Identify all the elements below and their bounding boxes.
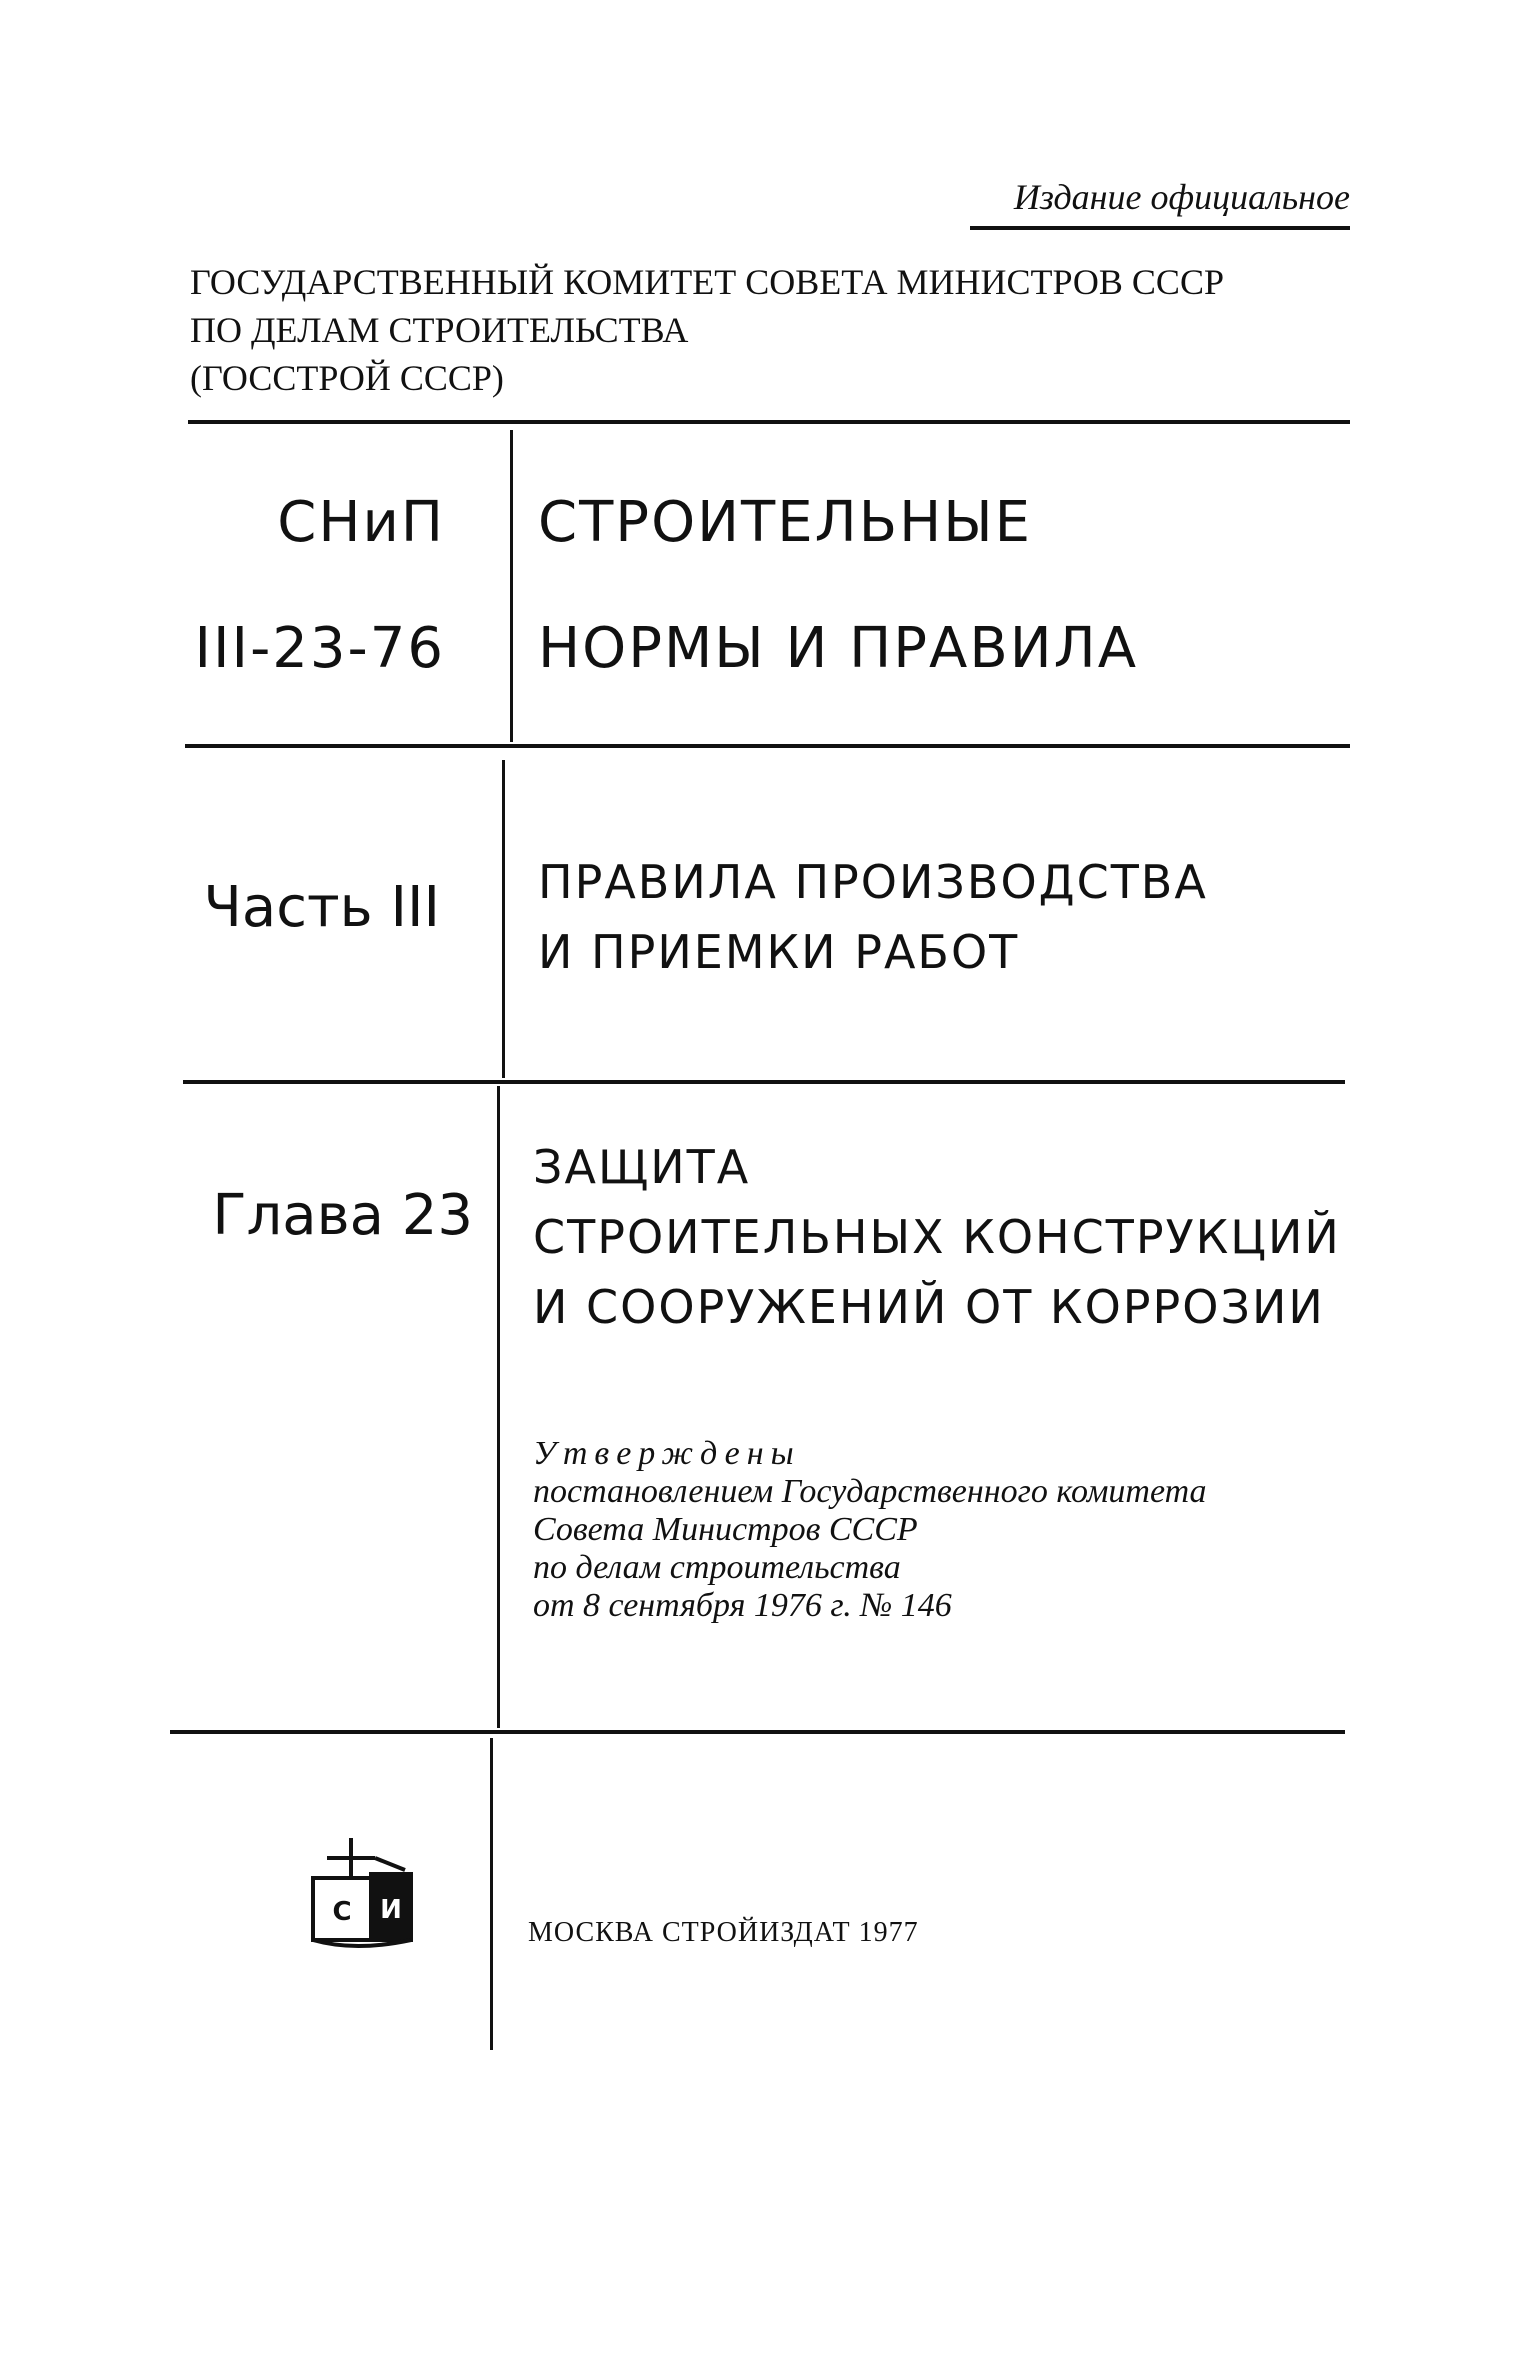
rule-top [188,420,1350,424]
part-title-line-1: ПРАВИЛА ПРОИЗВОДСТВА [538,855,1208,909]
part-label: Часть III [203,875,440,940]
agency-line-1: ГОСУДАРСТВЕННЫЙ КОМИТЕТ СОВЕТА МИНИСТРОВ СССР [190,262,1224,302]
svg-text:С: С [332,1897,352,1927]
chapter-title-line-3: И СООРУЖЕНИЙ ОТ КОРРОЗИИ [533,1280,1325,1334]
approval-line-2: постановлением Государственного комитета [533,1473,1207,1510]
divider-part [502,760,505,1078]
approval-line-3: Совета Министров СССР [533,1511,918,1548]
chapter-title-line-1: ЗАЩИТА [533,1140,751,1194]
rule-part-bottom [183,1080,1345,1084]
edition-note: Издание официальное [1013,177,1350,217]
divider-chapter [497,1086,500,1728]
agency-line-3: (ГОССТРОЙ СССР) [190,358,504,398]
part-title-line-2: И ПРИЕМКИ РАБОТ [538,925,1020,979]
chapter-title-line-2: СТРОИТЕЛЬНЫХ КОНСТРУКЦИЙ [533,1210,1341,1264]
title-line-1: СТРОИТЕЛЬНЫЕ [538,490,1033,555]
agency-line-2: ПО ДЕЛАМ СТРОИТЕЛЬСТВА [190,310,689,350]
rule-chapter-bottom [170,1730,1345,1734]
divider-code [510,430,513,742]
title-line-2: НОРМЫ И ПРАВИЛА [538,616,1139,681]
approval-line-5: от 8 сентября 1976 г. № 146 [533,1587,952,1624]
agency-header [190,258,1360,402]
publisher-line: МОСКВА СТРОЙИЗДАТ 1977 [528,1917,919,1948]
snip-number: III-23-76 [194,616,445,681]
svg-text:И: И [380,1895,402,1925]
approval-line-1: Утверждены [533,1435,801,1472]
divider-publisher [490,1738,493,2050]
stroyizdat-logo-icon [305,1830,425,1960]
approval-line-4: по делам строительства [533,1549,901,1586]
edition-underline [970,226,1350,230]
rule-code-bottom [185,744,1350,748]
approval-note [533,1435,1207,1625]
snip-label: СНиП [277,490,445,555]
chapter-label: Глава 23 [212,1183,473,1248]
